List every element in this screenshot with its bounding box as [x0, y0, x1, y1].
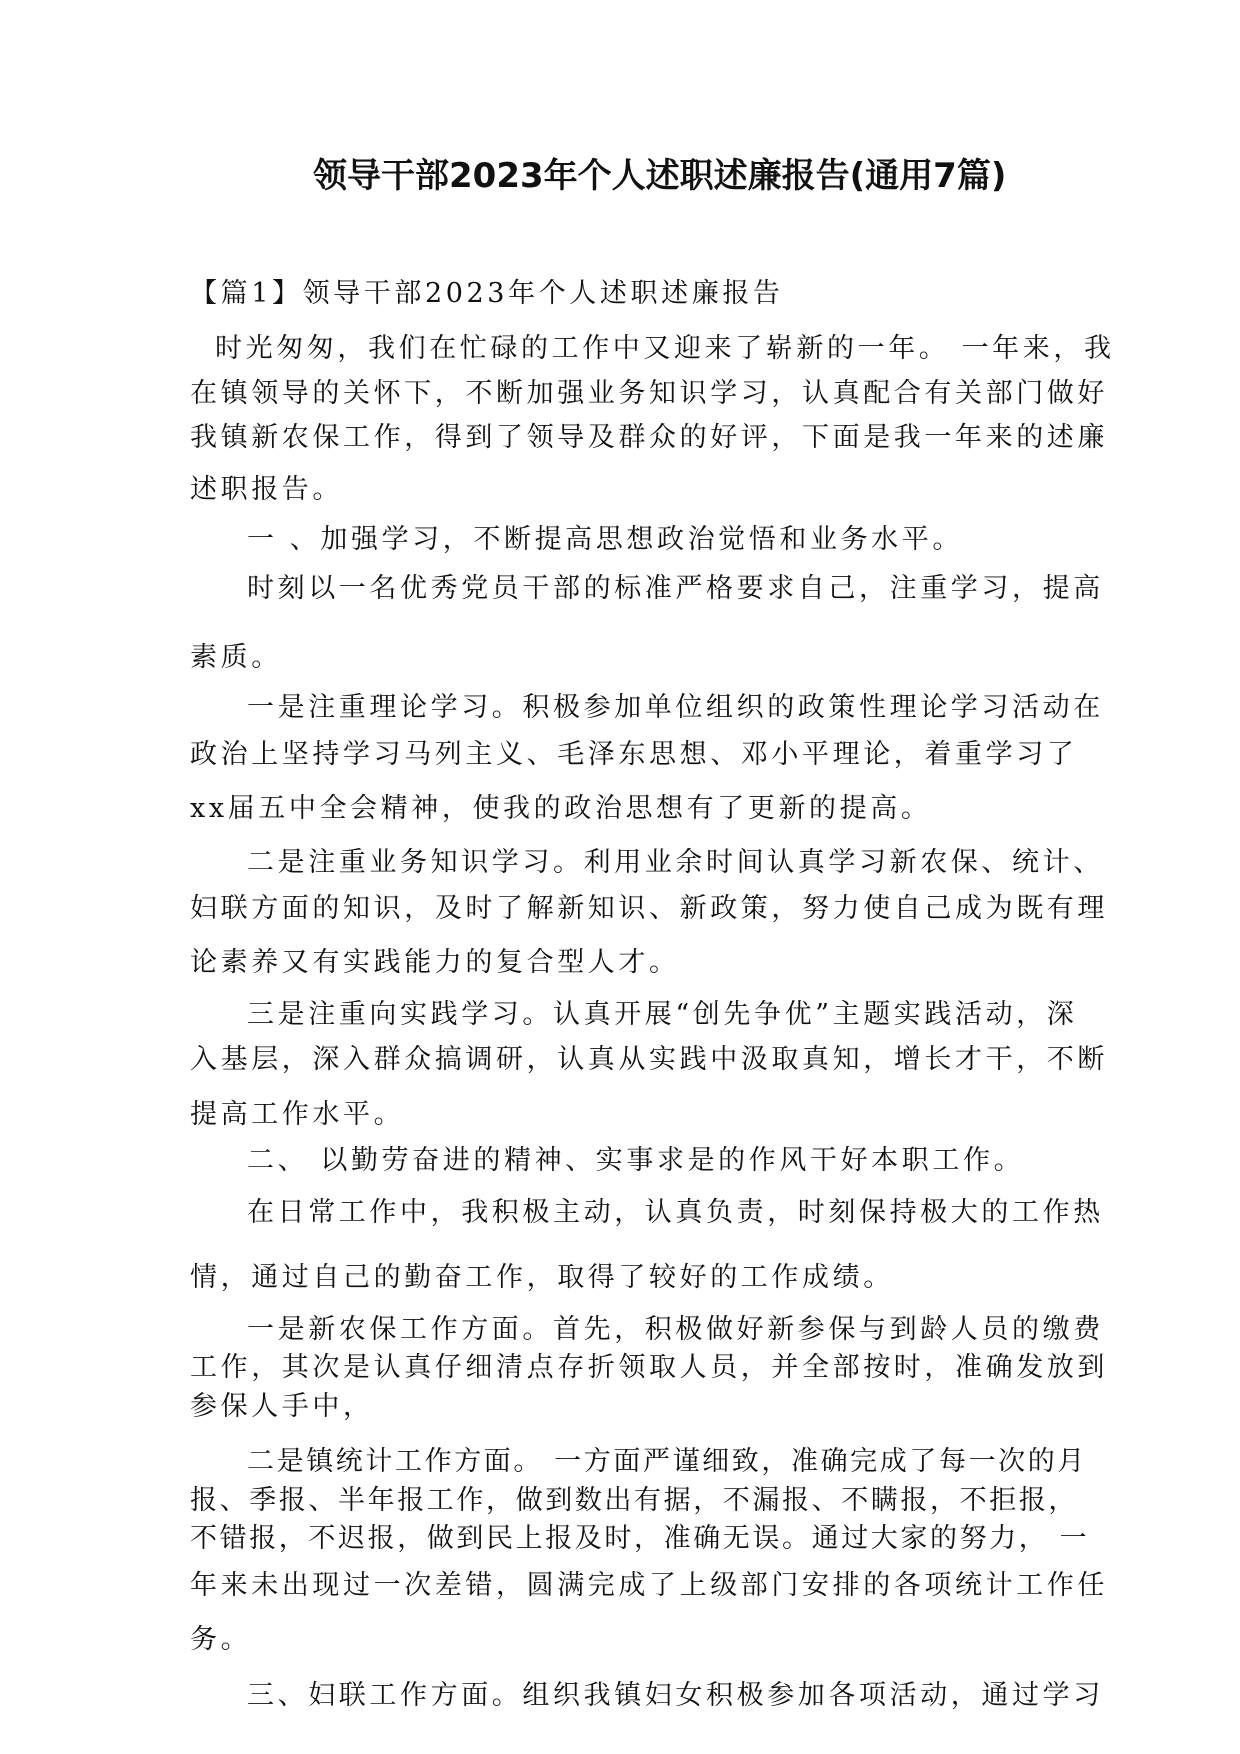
paragraph-line: 时刻以一名优秀党员干部的标准严格要求自己，注重学习，提高	[247, 573, 1104, 604]
paragraph-line: 入基层，深入群众搞调研，认真从实践中汲取真知，增长才干，不断	[190, 1044, 1108, 1075]
subsection-heading: 一 、加强学习，不断提高思想政治觉悟和业务水平。	[247, 524, 963, 555]
paragraph-line: 务。	[190, 1624, 252, 1655]
paragraph-line: 政治上坚持学习马列主义、毛泽东思想、邓小平理论，着重学习了	[190, 739, 1078, 770]
paragraph-line: 二是镇统计工作方面。 一方面严谨细致，准确完成了每一次的月	[247, 1446, 1087, 1477]
section-heading: 【篇1】领导干部2023年个人述职述廉报告	[190, 278, 784, 309]
paragraph-line: 报、季报、半年报工作，做到数出有据，不漏报、不瞒报，不拒报，	[190, 1485, 1078, 1516]
paragraph-line: 三是注重向实践学习。认真开展“创先争优”主题实践活动，深	[247, 999, 1078, 1030]
paragraph-line: 述职报告。	[190, 474, 343, 505]
paragraph-line: 工作，其次是认真仔细清点存折领取人员，并全部按时，准确发放到	[190, 1352, 1108, 1383]
paragraph-line: 一是注重理论学习。积极参加单位组织的政策性理论学习活动在	[247, 692, 1104, 723]
paragraph-line: 时光匆匆，我们在忙碌的工作中又迎来了崭新的一年。 一年来，我	[215, 333, 1115, 364]
paragraph-line: 不错报，不迟报，做到民上报及时，准确无误。通过大家的努力， 一	[190, 1523, 1090, 1554]
paragraph-line: 提高工作水平。	[190, 1099, 405, 1130]
paragraph-line: 在日常工作中，我积极主动，认真负责，时刻保持极大的工作热	[247, 1197, 1104, 1228]
paragraph-line: 我镇新农保工作，得到了领导及群众的好评，下面是我一年来的述廉	[190, 422, 1108, 453]
paragraph-line: 情，通过自己的勤奋工作，取得了较好的工作成绩。	[190, 1262, 894, 1293]
paragraph-line: xx届五中全会精神，使我的政治思想有了更新的提高。	[190, 793, 932, 824]
paragraph-line: 在镇领导的关怀下，不断加强业务知识学习，认真配合有关部门做好	[190, 378, 1108, 409]
subsection-heading: 二、 以勤劳奋进的精神、实事求是的作风干好本职工作。	[247, 1145, 1025, 1176]
paragraph-line: 年来未出现过一次差错，圆满完成了上级部门安排的各项统计工作任	[190, 1570, 1108, 1601]
document-title: 领导干部2023年个人述职述廉报告(通用7篇)	[313, 156, 1007, 196]
paragraph-line: 妇联方面的知识，及时了解新知识、新政策，努力使自己成为既有理	[190, 893, 1108, 924]
paragraph-line: 二是注重业务知识学习。利用业余时间认真学习新农保、统计、	[247, 847, 1104, 878]
paragraph-line: 素质。	[190, 642, 282, 673]
paragraph-line: 一是新农保工作方面。首先，积极做好新参保与到龄人员的缴费	[247, 1314, 1104, 1345]
paragraph-line: 论素养又有实践能力的复合型人才。	[190, 947, 680, 978]
paragraph-line: 参保人手中，	[190, 1391, 374, 1422]
paragraph-line: 三、妇联工作方面。组织我镇妇女积极参加各项活动，通过学习	[247, 1680, 1104, 1711]
